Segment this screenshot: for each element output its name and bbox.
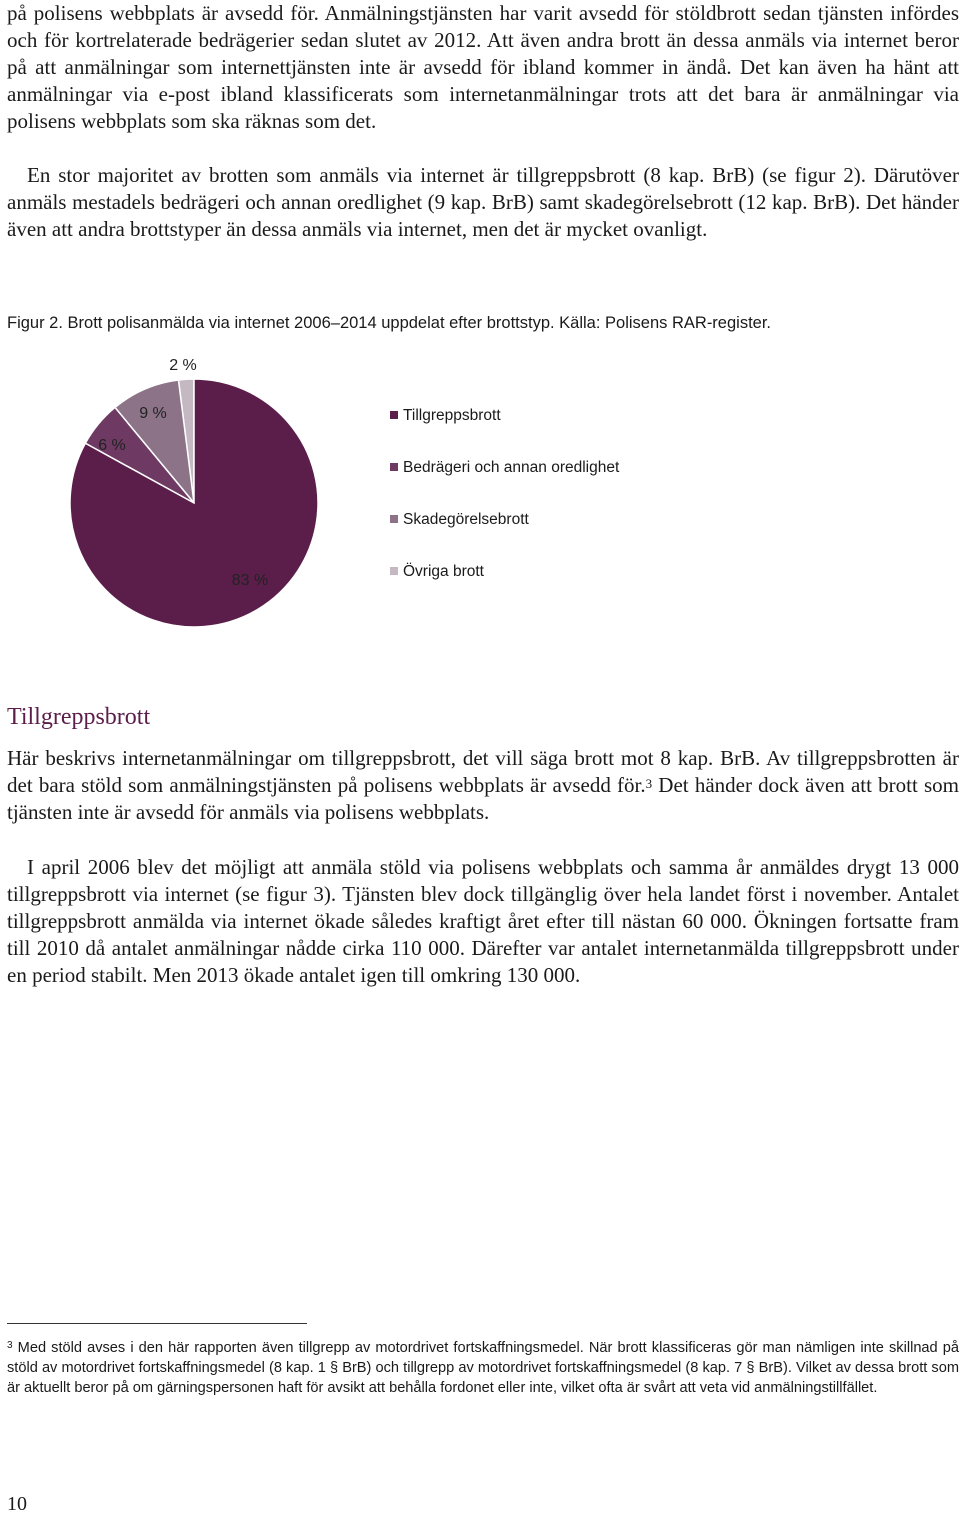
figure-caption: Figur 2. Brott polisanmälda via internet 2006–2014 uppdelat efter brottstyp. Källa: Polisens RAR-register.	[7, 314, 772, 332]
pie-chart	[0, 345, 960, 645]
pie-slice-label-1: 6 %	[98, 437, 126, 454]
p3-text-after: Det händer dock även att brott som tjänsten inte är avsedd för anmäls via polisens webbplats.	[7, 773, 959, 824]
legend-swatch	[390, 567, 398, 575]
body-paragraph-intro	[7, 745, 959, 826]
body-paragraph-history: I april 2006 blev det möjligt att anmäla stöld via polisens webbplats och samma år anmäldes drygt 13 000 tillgreppsbrott via internet (se figur 3). Tjänsten blev dock tillgänglig över hela landet först i november. Antalet tillgreppsbrott anmälda via internet ökade således kraftigt året efter till nästan 60 000. Ökningen fortsatte fram till 2010 då antalet anmälningar nådde cirka 110 000. Därefter var antalet internetanmälda tillgreppsbrott under en period stabilt. Men 2013 ökade antalet igen till omkring 130 000.	[7, 855, 959, 987]
pie-slice-label-0: 83 %	[231, 572, 269, 589]
p3-text-before: Här beskrivs internetanmälningar om tillgreppsbrott, det vill säga brott mot 8 kap. BrB. Av tillgreppsbrotten är det bara stöld som anmälningstjänsten på polisens webbplats är avsedd för.	[7, 746, 959, 797]
body-paragraph-crime-types: En stor majoritet av brotten som anmäls via internet är tillgreppsbrott (8 kap. BrB) (se figur 2). Därutöver anmäls mestadels bedrägeri och annan oredlighet (9 kap. BrB) samt skadegörelsebrott (12 kap. BrB). Det händer även att andra brottstyper än dessa anmäls via internet, men det är mycket ovanligt.	[7, 163, 959, 241]
legend-label: Skadegörelsebrott	[403, 511, 529, 528]
footnote-reference[interactable]: 3	[645, 776, 653, 791]
body-paragraph-continued: på polisens webbplats är avsedd för. Anmälningstjänsten har varit avsedd för stöldbrott sedan tjänsten infördes och för kortrelaterade bedrägerier sedan slutet av 2012. Att även andra brott än dessa anmäls via internet beror på att anmälningar som internettjänsten inte är avsedd för ibland kommer in ändå. Det kan även ha hänt att anmälningar via e-post ibland klassificerats som internetanmälningar trots att det bara är anmälningar via polisens webbplats som ska räknas som det.	[7, 1, 959, 133]
footnote-divider	[7, 1323, 307, 1324]
pie-slice-label-3: 2 %	[169, 357, 197, 374]
pie-slice-label-2: 9 %	[139, 405, 167, 422]
legend-swatch	[390, 515, 398, 523]
legend-swatch	[390, 463, 398, 471]
legend-label: Övriga brott	[403, 563, 484, 580]
page-number: 10	[7, 1493, 27, 1515]
footnote-number: 3	[7, 1340, 13, 1351]
footnote	[7, 1338, 959, 1398]
pie-chart-svg	[0, 345, 960, 645]
section-heading: Tillgreppsbrott	[7, 704, 151, 730]
legend-label: Bedrägeri och annan oredlighet	[403, 459, 620, 476]
legend-label: Tillgreppsbrott	[403, 407, 501, 424]
legend-swatch	[390, 411, 398, 419]
footnote-text: Med stöld avses i den här rapporten även tillgrepp av motordrivet fortskaffningsmedel. När brott klassificeras gör man nämligen inte skillnad på stöld av motordrivet fortskaffningsmedel (8 kap. 1 § BrB) och tillgrepp av motordrivet fortskaffningsmedel (8 kap. 7 § BrB). Vilket av dessa brott som är aktuellt beror på om gärningspersonen haft för avsikt att behålla fordonet eller inte, vilket ofta är svårt att veta vid anmälningstillfället.	[7, 1340, 959, 1396]
